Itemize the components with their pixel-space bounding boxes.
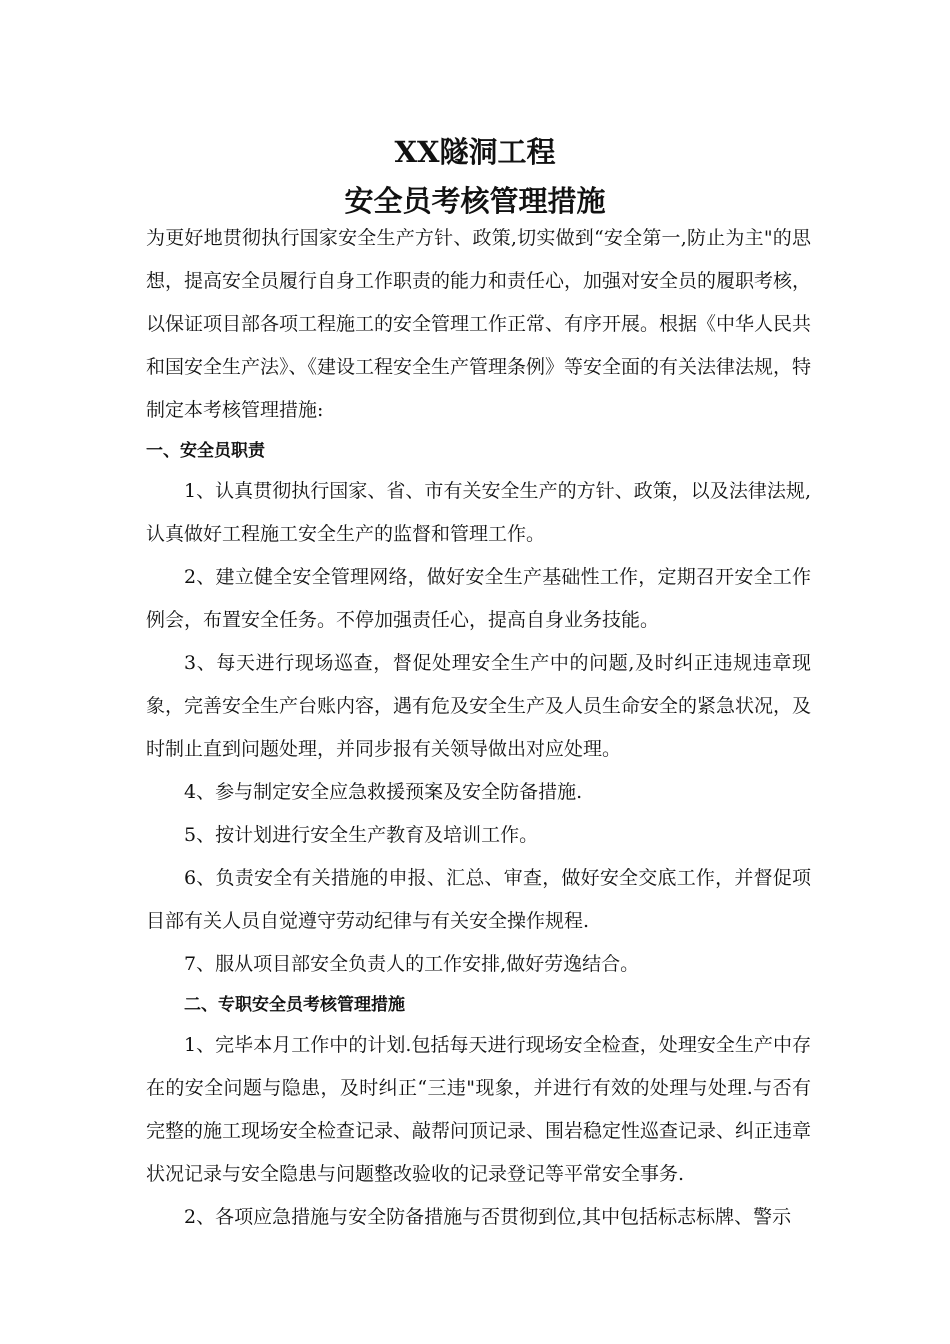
section1-item: 4、参与制定安全应急救援预案及安全防备措施.: [184, 781, 583, 803]
section1-item: 3、每天进行现场巡查，督促处理安全生产中的问题,及时纠正违规违章现象，完善安全生产台账内容，遇有危及安全生产及人员生命安全的紧急状况，及时制止直到问题处理，并同步报有关领导做出对应处理。: [146, 652, 812, 760]
document-body: [146, 217, 811, 1239]
section1-heading: 一、安全员职责: [146, 441, 265, 461]
document-title-line2: 安全员考核管理措施: [344, 184, 606, 218]
section1-item: 5、按计划进行安全生产教育及培训工作。: [184, 824, 539, 846]
document-title-line1: XX隧洞工程: [394, 135, 556, 169]
section1-item: 1、认真贯彻执行国家、省、市有关安全生产的方针、政策，以及法律法规,认真做好工程施工安全生产的监督和管理工作。: [146, 480, 811, 545]
section2-item: 1、完毕本月工作中的计划.包括每天进行现场安全检查，处理安全生产中存在的安全问题与隐患，及时纠正“三违"现象，并进行有效的处理与处理.与否有完整的施工现场安全检查记录、敲帮问顶记录、围岩稳定性巡查记录、纠正违章状况记录与安全隐患与问题整改验收的记录登记等平常安全事务.: [146, 1034, 812, 1185]
intro-paragraph: 为更好地贯彻执行国家安全生产方针、政策,切实做到“安全第一,防止为主"的思想，提高安全员履行自身工作职责的能力和责任心，加强对安全员的履职考核，以保证项目部各项工程施工的安全管理工作正常、有序开展。根据《中华人民共和国安全生产法》、《建设工程安全生产管理条例》等安全面的有关法律法规，特制定本考核管理措施:: [146, 227, 812, 421]
section2-item: 2、各项应急措施与安全防备措施与否贯彻到位,其中包括标志标牌、警示: [184, 1206, 792, 1228]
section2-heading: 二、专职安全员考核管理措施: [184, 995, 405, 1015]
section1-item: 2、建立健全安全管理网络，做好安全生产基础性工作，定期召开安全工作例会，布置安全任务。不停加强责任心，提高自身业务技能。: [146, 566, 811, 631]
section1-item: 7、服从项目部安全负责人的工作安排,做好劳逸结合。: [184, 953, 640, 975]
section1-item: 6、负责安全有关措施的申报、汇总、审查，做好安全交底工作，并督促项目部有关人员自觉遵守劳动纪律与有关安全操作规程.: [146, 867, 811, 932]
